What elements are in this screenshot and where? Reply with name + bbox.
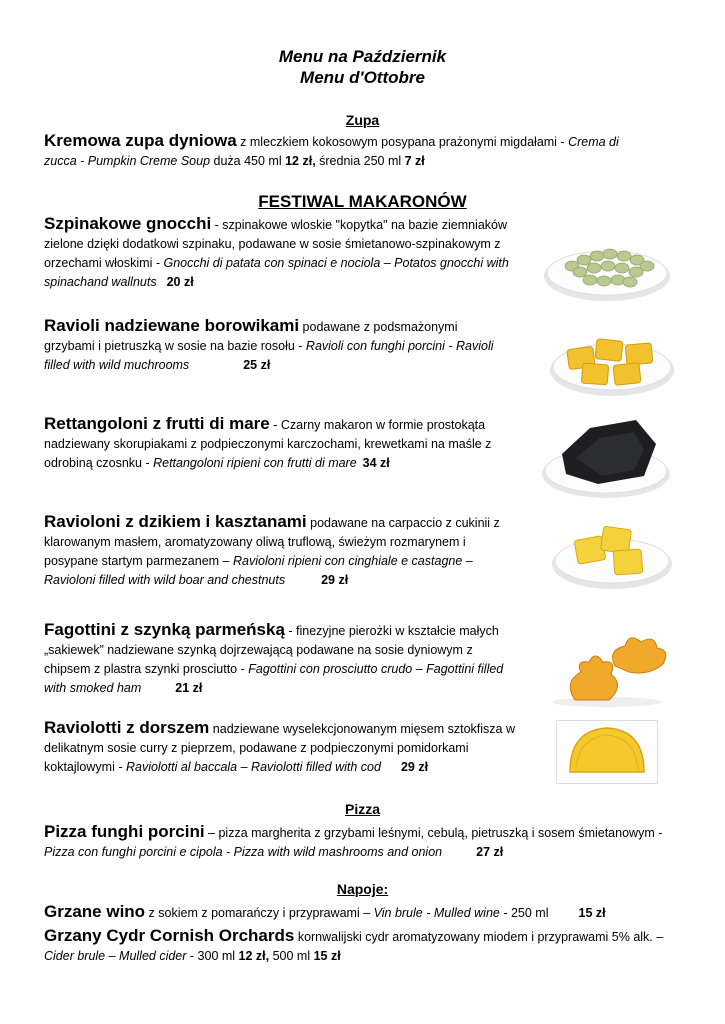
fagottini-image xyxy=(545,620,685,710)
item-price: 29 zł xyxy=(400,760,429,774)
item-desc: - Czarny makaron w formie prostokąta nadziewany skorupiakami z podpieczonymi karczochami, krewetkami na maśle z odrobiną czosnku - xyxy=(44,418,492,470)
item-desc: podawane na carpaccio z cukinii z klarowanym masłem, aromatyzowany oliwą truflową, świeżym rozmarynem i posypane startym parmezanem – xyxy=(44,516,500,568)
item-desc-italian: Fagottini con prosciutto crudo – Fagottini filled with smoked ham xyxy=(44,662,504,695)
price-large: 15 zł xyxy=(313,949,341,963)
section-drinks: Napoje: xyxy=(336,881,389,897)
item-desc: kornwalijski cydr aromatyzowany miodem i przyprawami 5% alk. – xyxy=(294,930,664,944)
size-medium: średnia 250 ml xyxy=(315,154,405,168)
size-small: - 300 ml xyxy=(186,949,239,963)
item-desc-italian: Crema di zucca - Pumpkin Creme Soup xyxy=(44,135,619,168)
item-price: 34 zł xyxy=(362,456,390,470)
menu-title-italian: Menu d'Ottobre xyxy=(300,68,425,87)
ravioli-plate-image xyxy=(548,322,676,400)
size-large: 500 ml xyxy=(269,949,314,963)
section-pizza: Pizza xyxy=(344,801,380,817)
item-desc: podawane z podsmażonymi grzybami i pietruszką w sosie na bazie rosołu - xyxy=(44,320,458,353)
item-price: 21 zł xyxy=(175,681,203,695)
raviolotti-image xyxy=(556,720,658,784)
price-medium: 7 zł xyxy=(404,154,425,168)
item-desc-italian: Rettangoloni ripieni con frutti di mare xyxy=(153,456,357,470)
menu-item-mulled-wine xyxy=(44,902,684,923)
item-name: Rettangoloni z frutti di mare xyxy=(44,414,270,433)
item-name: Raviolotti z dorszem xyxy=(44,718,210,737)
size-large: duża 450 ml xyxy=(210,154,286,168)
item-name: Fagottini z szynką parmeńską xyxy=(44,620,285,639)
item-size: - 250 ml xyxy=(499,906,549,920)
section-soup: Zupa xyxy=(345,112,380,128)
item-name: Kremowa zupa dyniowa xyxy=(44,131,237,150)
item-name: Ravioli nadziewane borowikami xyxy=(44,316,300,335)
menu-item-gnocchi xyxy=(44,214,522,292)
item-desc: – pizza margherita z grzybami leśnymi, cebulą, pietruszką i sosem śmietanowym - xyxy=(204,826,663,840)
item-desc: - szpinakowe wloskie "kopytka" na bazie ziemniaków zielone dzięki dodatkowi szpinaku, podawane w sosie śmietanowo-szpinakowym z orzechami włoskimi - xyxy=(44,218,508,270)
item-desc: nadziewane wyselekcjonowanym mięsem sztokfisza w delikatnym sosie curry z pieprzem, podawane z podpieczonymi pomidorkami koktajlowymi - xyxy=(44,722,515,774)
item-desc: - finezyjne pierożki w kształcie małych „sakiewek” nadziewane szynką dojrzewającą podawane na sosie dyniowym z chipsem z plastra szynki prosciutto - xyxy=(44,624,499,676)
item-desc-italian: Vin brule - Mulled wine xyxy=(373,906,500,920)
gnocchi-plate-image xyxy=(542,226,672,306)
menu-item-mulled-cider xyxy=(44,926,684,966)
menu-item-raviolotti xyxy=(44,718,524,777)
item-desc-italian: Pizza con funghi porcini e cipola - Pizza with wild mashrooms and onion xyxy=(44,845,443,859)
rettangoloni-plate-image xyxy=(540,414,672,502)
item-desc: z sokiem z pomarańczy i przyprawami – xyxy=(145,906,374,920)
price-large: 12 zł, xyxy=(285,154,316,168)
menu-title-polish: Menu na Październik xyxy=(278,47,447,66)
menu-item-fagottini xyxy=(44,620,514,698)
item-name: Grzany Cydr Cornish Orchards xyxy=(44,926,295,945)
item-desc-italian: Ravioli con funghi porcini - Ravioli filled with wild muchrooms xyxy=(44,339,494,372)
item-desc-italian: Ravioloni ripieni con cinghiale e castagne – Ravioloni filled with wild boar and chestnuts xyxy=(44,554,473,587)
menu-item-rettangoloni xyxy=(44,414,522,473)
menu-item-pizza xyxy=(44,822,684,862)
item-price: 27 zł xyxy=(476,845,504,859)
menu-item-soup xyxy=(44,131,654,171)
item-price: 20 zł xyxy=(166,275,194,289)
item-name: Szpinakowe gnocchi xyxy=(44,214,212,233)
item-name: Pizza funghi porcini xyxy=(44,822,205,841)
section-pasta-festival: FESTIWAL MAKARONÓW xyxy=(258,192,467,211)
item-name: Grzane wino xyxy=(44,902,146,921)
menu-item-ravioli xyxy=(44,316,494,375)
item-price: 25 zł xyxy=(243,358,271,372)
ravioloni-plate-image xyxy=(550,516,674,592)
price-small: 12 zł, xyxy=(238,949,270,963)
item-price: 29 zł xyxy=(321,573,349,587)
item-desc-italian: Raviolotti al baccala – Raviolotti filled with cod xyxy=(125,760,381,774)
item-desc-italian: Cider brule – Mulled cider xyxy=(44,949,187,963)
menu-item-ravioloni xyxy=(44,512,514,590)
item-price: 15 zł xyxy=(578,906,606,920)
item-desc: z mleczkiem kokosowym posypana prażonymi migdałami - xyxy=(236,135,569,149)
item-name: Ravioloni z dzikiem i kasztanami xyxy=(44,512,307,531)
item-desc-italian: Gnocchi di patata con spinaci e nociola – Potatos gnocchi with spinachand wallnuts xyxy=(44,256,509,289)
